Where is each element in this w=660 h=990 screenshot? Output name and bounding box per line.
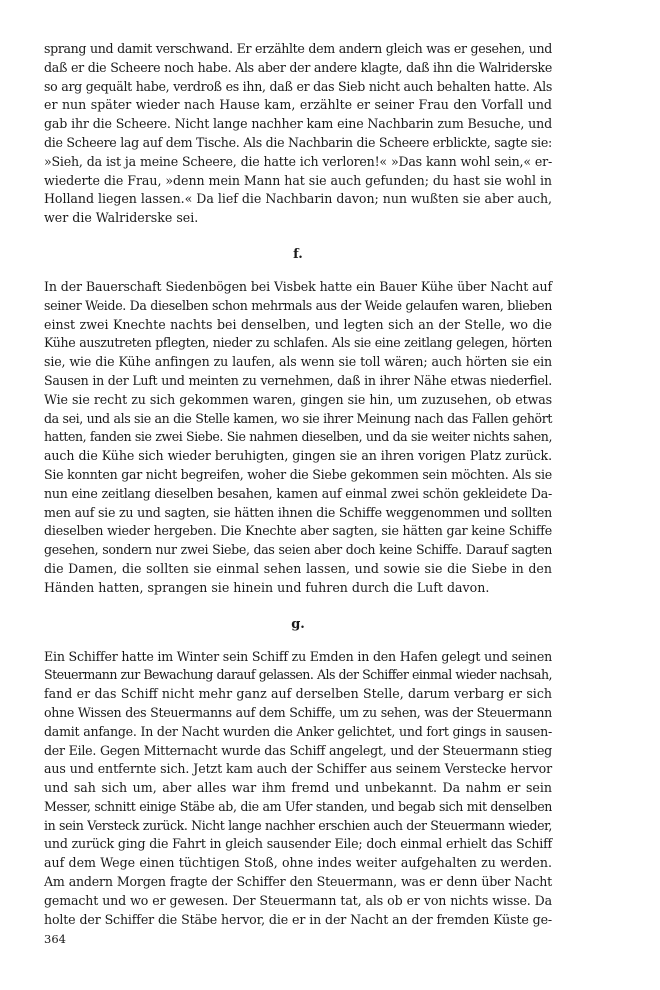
text-line: sie, wie die Kühe anfingen zu laufen, als wenn sie toll wären; auch hörten sie ein: [44, 354, 552, 370]
paragraph-section-f: [44, 278, 552, 598]
text-line: so arg gequält habe, verdroß es ihn, daß er das Sieb nicht auch behalten hatte. Als: [44, 78, 552, 94]
section-heading-f: f.: [293, 246, 303, 262]
text-line: wiederte die Frau, »denn mein Mann hat sie auch gefunden; du hast sie wohl in: [44, 172, 552, 188]
text-line: aus und entfernte sich. Jetzt kam auch der Schiffer aus seinem Verstecke hervor: [44, 761, 552, 777]
text-line: Holland liegen lassen.« Da lief die Nachbarin davon; nun wußten sie aber auch,: [44, 191, 552, 207]
text-line: gab ihr die Scheere. Nicht lange nachher kam eine Nachbarin zum Besuche, und: [44, 116, 552, 132]
text-line: wer die Walriderske sei.: [44, 210, 199, 226]
text-line: damit anfange. In der Nacht wurden die Anker gelichtet, und fort gings in sausen-: [44, 723, 552, 739]
text-line: nun eine zeitlang dieselben besahen, kamen auf einmal zwei schön gekleidete Da-: [44, 485, 552, 501]
text-column: [44, 40, 552, 929]
text-line: In der Bauerschaft Siedenbögen bei Visbek hatte ein Bauer Kühe über Nacht auf: [44, 278, 552, 294]
text-line: Sausen in der Luft und meinten zu vernehmen, daß in ihrer Nähe etwas niederfiel.: [44, 372, 552, 388]
text-line: gesehen, sondern nur zwei Siebe, das seien aber doch keine Schiffe. Darauf sagten: [44, 542, 552, 558]
text-line: daß er die Scheere noch habe. Als aber der andere klagte, daß ihn die Walriderske: [44, 59, 552, 75]
text-line: Wie sie recht zu sich gekommen waren, gingen sie hin, um zuzusehen, ob etwas: [44, 391, 552, 407]
text-line: die Damen, die sollten sie einmal sehen lassen, und sowie sie die Siebe in den: [44, 560, 552, 576]
text-line: Ein Schiffer hatte im Winter sein Schiff zu Emden in den Hafen gelegt und seinen: [44, 648, 552, 664]
text-line: Kühe auszutreten pflegten, nieder zu schlafen. Als sie eine zeitlang gelegen, hörten: [44, 335, 552, 351]
text-line: in sein Versteck zurück. Nicht lange nachher erschien auch der Steuermann wieder,: [44, 817, 552, 833]
text-line: er nun später wieder nach Hause kam, erzählte er seiner Frau den Vorfall und: [44, 97, 552, 113]
text-line: der Eile. Gegen Mitternacht wurde das Schiff angelegt, und der Steuermann stieg: [44, 742, 552, 758]
paragraph-continuation: [44, 40, 552, 228]
text-line: sprang und damit verschwand. Er erzählte dem andern gleich was er gesehen, und: [44, 41, 552, 56]
text-line: und zurück ging die Fahrt in gleich sausender Eile; doch einmal erhielt das Schiff: [44, 836, 552, 852]
text-line: ohne Wissen des Steuermanns auf dem Schiffe, um zu sehen, was der Steuermann: [44, 704, 552, 720]
text-line: auch die Kühe sich wieder beruhigten, gingen sie an ihren vorigen Platz zurück.: [44, 448, 552, 464]
paragraph-section-g: [44, 648, 552, 930]
page-number: 364: [44, 932, 66, 946]
text-line: Am andern Morgen fragte der Schiffer den Steuermann, was er denn über Nacht: [44, 874, 552, 890]
text-line: Steuermann zur Bewachung darauf gelassen. Als der Schiffer einmal wieder nachsah,: [44, 667, 552, 683]
text-line: die Scheere lag auf dem Tische. Als die Nachbarin die Scheere erblickte, sagte sie:: [44, 134, 552, 150]
text-line: einst zwei Knechte nachts bei denselben, und legten sich an der Stelle, wo die: [44, 316, 552, 332]
text-line: holte der Schiffer die Stäbe hervor, die er in der Nacht an der fremden Küste ge-: [44, 911, 552, 927]
text-line: men auf sie zu und sagten, sie hätten ihnen die Schiffe weggenommen und sollten: [44, 504, 552, 520]
text-line: hatten, fanden sie zwei Siebe. Sie nahmen dieselben, und da sie weiter nichts sahen,: [44, 429, 552, 445]
text-line: seiner Weide. Da dieselben schon mehrmals aus der Weide gelaufen waren, blieben: [44, 297, 552, 313]
text-line: fand er das Schiff nicht mehr ganz auf derselben Stelle, darum verbarg er sich: [44, 686, 552, 702]
text-line: »Sieh, da ist ja meine Scheere, die hatte ich verloren!« »Das kann wohl sein,« er-: [44, 153, 552, 169]
text-line: gemacht und wo er gewesen. Der Steuermann tat, als ob er von nichts wisse. Da: [44, 892, 552, 908]
text-line: Messer, schnitt einige Stäbe ab, die am Ufer standen, und begab sich mit denselben: [44, 798, 552, 814]
text-line: Händen hatten, sprangen sie hinein und fuhren durch die Luft davon.: [44, 579, 490, 595]
text-line: da sei, und als sie an die Stelle kamen, wo sie ihrer Meinung nach das Fallen gehört: [44, 410, 552, 426]
text-line: dieselben wieder hergeben. Die Knechte aber sagten, sie hätten gar keine Schiffe: [44, 523, 552, 539]
text-line: auf dem Wege einen tüchtigen Stoß, ohne indes weiter aufgehalten zu werden.: [44, 855, 552, 871]
section-heading-g: g.: [291, 616, 305, 632]
text-line: und sah sich um, aber alles war ihm fremd und unbekannt. Da nahm er sein: [44, 780, 552, 796]
text-line: Sie konnten gar nicht begreifen, woher die Siebe gekommen sein möchten. Als sie: [44, 466, 552, 482]
